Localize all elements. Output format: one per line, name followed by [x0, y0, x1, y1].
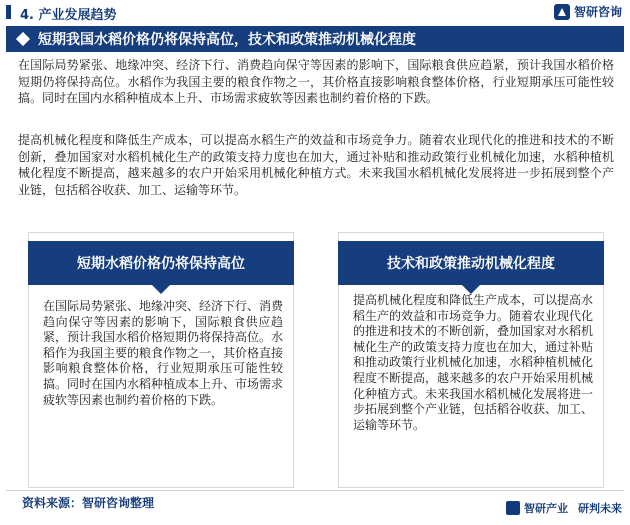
card-header	[338, 241, 604, 285]
footer-brand	[506, 500, 622, 516]
source-note: 资料来源：智研咨询整理	[22, 496, 155, 510]
card-body: 提高机械化程度和降低生产成本，可以提高水稻生产的效益和市场竞争力。随着农业现代化的推进和技术的不断创新，叠加国家对水稻机械化生产的政策支持力度也在加大，通过补贴和推动政策行业机械化加速，水稻种植机械化程度不断提高，越来越多的农户开始采用机械化种植方式。未来我国水稻机械化发展将进一步拓展到整个产业链，包括稻谷收获、加工、运输等环节。	[353, 293, 594, 432]
card-header	[28, 241, 294, 285]
card-title: 短期水稻价格仍将保持高位	[77, 256, 245, 272]
intro-paragraph-2: 提高机械化程度和降低生产成本，可以提高水稻生产的效益和市场竞争力。随着农业现代化的推进和技术的不断创新，叠加国家对水稻机械化生产的政策支持力度也在加大，通过补贴和推动政策行业机械化加速，水稻种植机械化程度不断提高，越来越多的农户开始采用机械化种植方式。未来我国水稻机械化发展将进一步拓展到整个产业链，包括稻谷收获、加工、运输等环节。	[18, 133, 614, 197]
main-title: 短期我国水稻价格仍将保持高位，技术和政策推动机械化程度	[38, 32, 416, 48]
section-marker	[6, 5, 11, 19]
page-header	[0, 0, 630, 24]
card-rice-price	[28, 232, 294, 488]
pointer-triangle-icon	[152, 285, 170, 294]
footer-logo-icon	[506, 501, 520, 515]
intro-paragraph-1: 在国际局势紧张、地缘冲突、经济下行、消费趋向保守等因素的影响下，国际粮食供应趋紧，预计我国水稻价格短期仍将保持高位。水稻作为我国主要的粮食作物之一，其价格直接影响粮食整体价格，行业短期承压可能性较搞。同时在国内水稻种植成本上升、市场需求疲软等因素也制约着价格的下跌。	[18, 58, 614, 105]
main-title-bar	[6, 26, 624, 52]
header-brand	[554, 3, 622, 20]
section-title: 4. 产业发展趋势	[20, 8, 117, 23]
card-mechanization	[338, 232, 604, 488]
footer-brand-name: 智研产业	[524, 502, 568, 515]
brand-name: 智研咨询	[573, 5, 622, 19]
diamond-icon	[16, 32, 30, 46]
footer-slogan: 研判未来	[578, 502, 622, 515]
brand-logo-icon	[554, 4, 570, 20]
card-body: 在国际局势紧张、地缘冲突、经济下行、消费趋向保守等因素的影响下，国际粮食供应趋紧，预计我国水稻价格短期仍将保持高位。水稻作为我国主要的粮食作物之一，其价格直接影响粮食整体价格，行业短期承压可能性较搞。同时在国内水稻种植成本上升、市场需求疲软等因素也制约着价格的下跌。	[43, 299, 284, 407]
card-title: 技术和政策推动机械化程度	[387, 256, 555, 272]
footer-divider	[6, 490, 624, 491]
